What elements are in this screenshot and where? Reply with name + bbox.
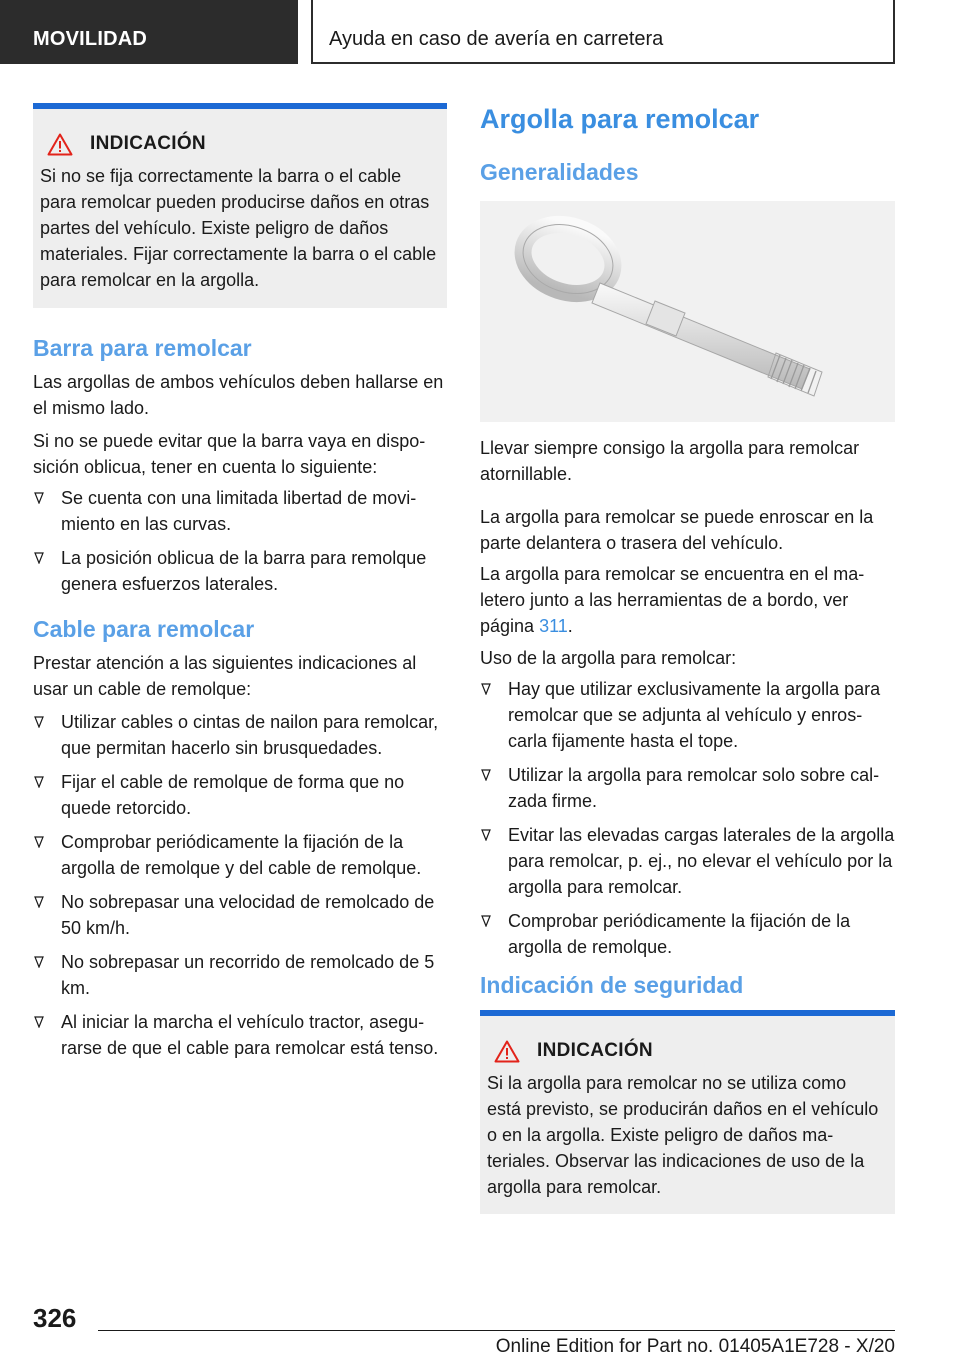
triangle-bullet-icon (34, 1016, 44, 1028)
triangle-bullet-icon (34, 956, 44, 968)
footer-edition-text: Online Edition for Part no. 01405A1E728 - X/20 (495, 1336, 895, 1357)
list-item: Al iniciar la marcha el vehículo tractor, asegurarse de que el cable para remolcar está tenso. (33, 1009, 447, 1061)
barra-paragraph-2: Si no se puede evitar que la barra vaya en disposición oblicua, tener en cuenta lo siguiente: (33, 431, 426, 477)
towing-eye-illustration (480, 201, 895, 422)
list-item: Evitar las elevadas cargas laterales de la argolla para remolcar, p. ej., no elevar el vehículo por la argolla para remolcar. (480, 822, 895, 900)
triangle-bullet-icon (481, 829, 491, 841)
list-item: Utilizar cables o cintas de nailon para remolcar, que permitan hacerlo sin brusquedades. (33, 709, 447, 761)
triangle-bullet-icon (34, 716, 44, 728)
notice-text: Si la argolla para remolcar no se utiliza como está previsto, se producirán daños en el vehículo o en la argolla. Existe peligro de daños materiales. Observar las indicaciones de uso de la argolla para remolcar. (487, 1073, 879, 1197)
notice-text: Si no se fija correctamente la barra o el cable para remolcar pueden producirse daños en otras partes del vehículo. Existe peligro de daños materiales. Fijar correctamente la barra o el cable para remolcar en la argolla. (40, 166, 437, 290)
notice-box-argolla-uso (480, 1010, 895, 1214)
list-item: Hay que utilizar exclusivamente la argolla para remolcar que se adjunta al vehículo y enroscarla fijamente hasta el tope. (480, 676, 895, 754)
notice-title: INDICACIÓN (90, 133, 206, 154)
triangle-bullet-icon (481, 683, 491, 695)
page-number: 326 (33, 1303, 77, 1333)
triangle-bullet-icon (34, 552, 44, 564)
argolla-paragraph-4: Uso de la argolla para remolcar: (480, 648, 737, 668)
triangle-bullet-icon (481, 769, 491, 781)
barra-paragraph-1: Las argollas de ambos vehículos deben hallarse en el mismo lado. (33, 372, 444, 418)
notice-title-row (40, 131, 437, 157)
towing-eye-image (480, 201, 895, 422)
list-item: La posición oblicua de la barra para remolque genera esfuerzos laterales. (33, 545, 447, 597)
triangle-bullet-icon (481, 915, 491, 927)
heading-cable-remolcar: Cable para remolcar (33, 616, 255, 642)
header-section-tab (0, 0, 298, 64)
header-chapter-label: Ayuda en caso de avería en carretera (329, 28, 664, 50)
heading-generalidades: Generalidades (480, 159, 639, 185)
argolla-paragraph-1: Llevar siempre consigo la argolla para remolcar atornillable. (480, 438, 860, 484)
cable-paragraph-1: Prestar atención a las siguientes indicaciones al usar un cable de remolque: (33, 653, 417, 699)
triangle-bullet-icon (34, 836, 44, 848)
list-item: No sobrepasar una velocidad de remolcado de 50 km/h. (33, 889, 447, 941)
notice-title-row (487, 1038, 885, 1064)
notice-box-cable-fijacion (33, 103, 447, 308)
footer-divider (98, 1330, 895, 1331)
list-item: No sobrepasar un recorrido de remolcado de 5 km. (33, 949, 447, 1001)
notice-title: INDICACIÓN (537, 1040, 653, 1061)
argolla-list (480, 676, 895, 968)
page-reference-link[interactable]: 311 (539, 616, 568, 636)
list-item: Se cuenta con una limitada libertad de movimiento en las curvas. (33, 485, 447, 537)
heading-argolla-remolcar: Argolla para remolcar (480, 104, 760, 134)
triangle-bullet-icon (34, 492, 44, 504)
list-item: Comprobar periódicamente la fijación de la argolla de remolque. (480, 908, 895, 960)
argolla-paragraph-3: La argolla para remolcar se encuentra en el maletero junto a las herramientas de a bordo, ver página 311. (480, 564, 865, 636)
warning-triangle-icon (494, 1040, 520, 1063)
heading-barra-remolcar: Barra para remolcar (33, 335, 252, 361)
list-item: Utilizar la argolla para remolcar solo sobre calzada firme. (480, 762, 895, 814)
list-item: Comprobar periódicamente la fijación de la argolla de remolque y del cable de remolque. (33, 829, 447, 881)
list-item: Fijar el cable de remolque de forma que no quede retorcido. (33, 769, 447, 821)
triangle-bullet-icon (34, 776, 44, 788)
barra-list (33, 485, 447, 605)
argolla-paragraph-2: La argolla para remolcar se puede enroscar en la parte delantera o trasera del vehículo. (480, 507, 874, 553)
cable-list (33, 709, 447, 1069)
warning-triangle-icon (47, 133, 73, 156)
header-section-label: MOVILIDAD (33, 28, 148, 50)
heading-indicacion-seguridad: Indicación de seguridad (480, 972, 744, 998)
triangle-bullet-icon (34, 896, 44, 908)
header-chapter-tab (311, 0, 895, 64)
